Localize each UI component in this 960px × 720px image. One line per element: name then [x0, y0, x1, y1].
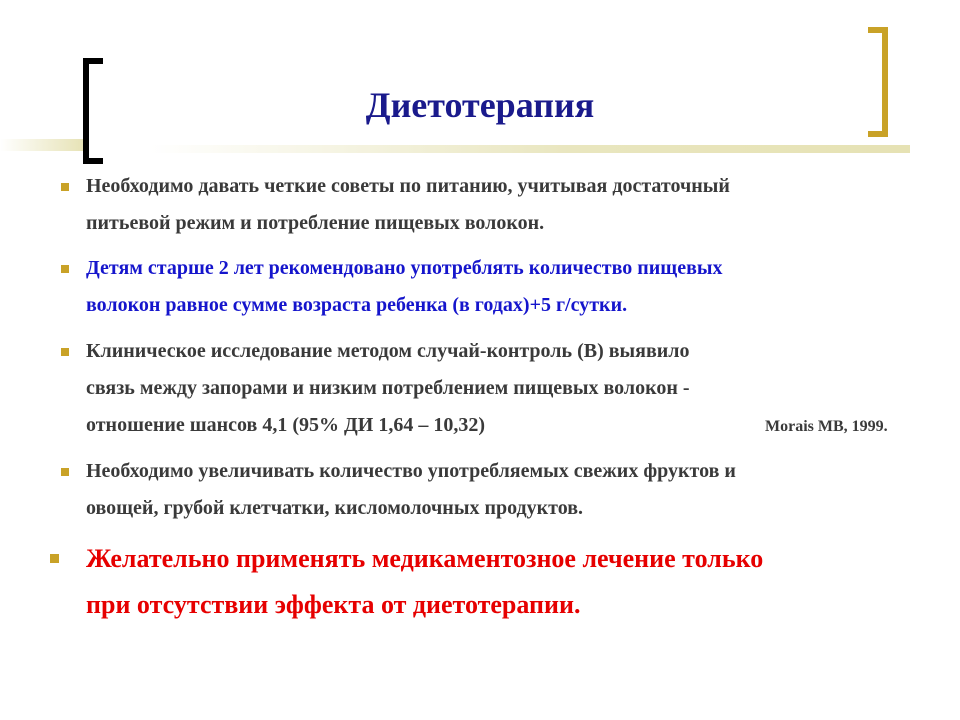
bullet-marker-icon: [61, 348, 69, 356]
bullet-line: связь между запорами и низким потреблением пищевых волокон -: [86, 377, 690, 399]
bullet-line: Клиническое исследование методом случай-контроль (В) выявило: [86, 340, 690, 362]
decorative-rule-left: [0, 139, 86, 151]
bullet-line: Необходимо давать четкие советы по питанию, учитывая достаточный: [86, 175, 730, 197]
bullet-line: Желательно применять медикаментозное лечение только: [86, 544, 764, 573]
citation: Morais MB, 1999.: [765, 418, 888, 435]
bullet-line: волокон равное сумме возраста ребенка (в годах)+5 г/сутки.: [86, 294, 628, 316]
bullet-line: Детям старше 2 лет рекомендовано употреблять количество пищевых: [86, 257, 723, 279]
bullet-marker-icon: [61, 183, 69, 191]
bullet-line: овощей, грубой клетчатки, кисломолочных продуктов.: [86, 497, 584, 519]
bullet-line: отношение шансов 4,1 (95% ДИ 1,64 – 10,32): [86, 414, 485, 436]
bullet-marker-icon: [50, 554, 59, 563]
bullet-line: при отсутствии эффекта от диетотерапии.: [86, 590, 581, 619]
bullet-marker-icon: [61, 265, 69, 273]
decorative-rule: [150, 145, 910, 153]
slide-title: Диетотерапия: [365, 85, 595, 125]
bullet-line: питьевой режим и потребление пищевых волокон.: [86, 212, 545, 234]
bullet-marker-icon: [61, 468, 69, 476]
bullet-line: Необходимо увеличивать количество употребляемых свежих фруктов и: [86, 460, 736, 482]
